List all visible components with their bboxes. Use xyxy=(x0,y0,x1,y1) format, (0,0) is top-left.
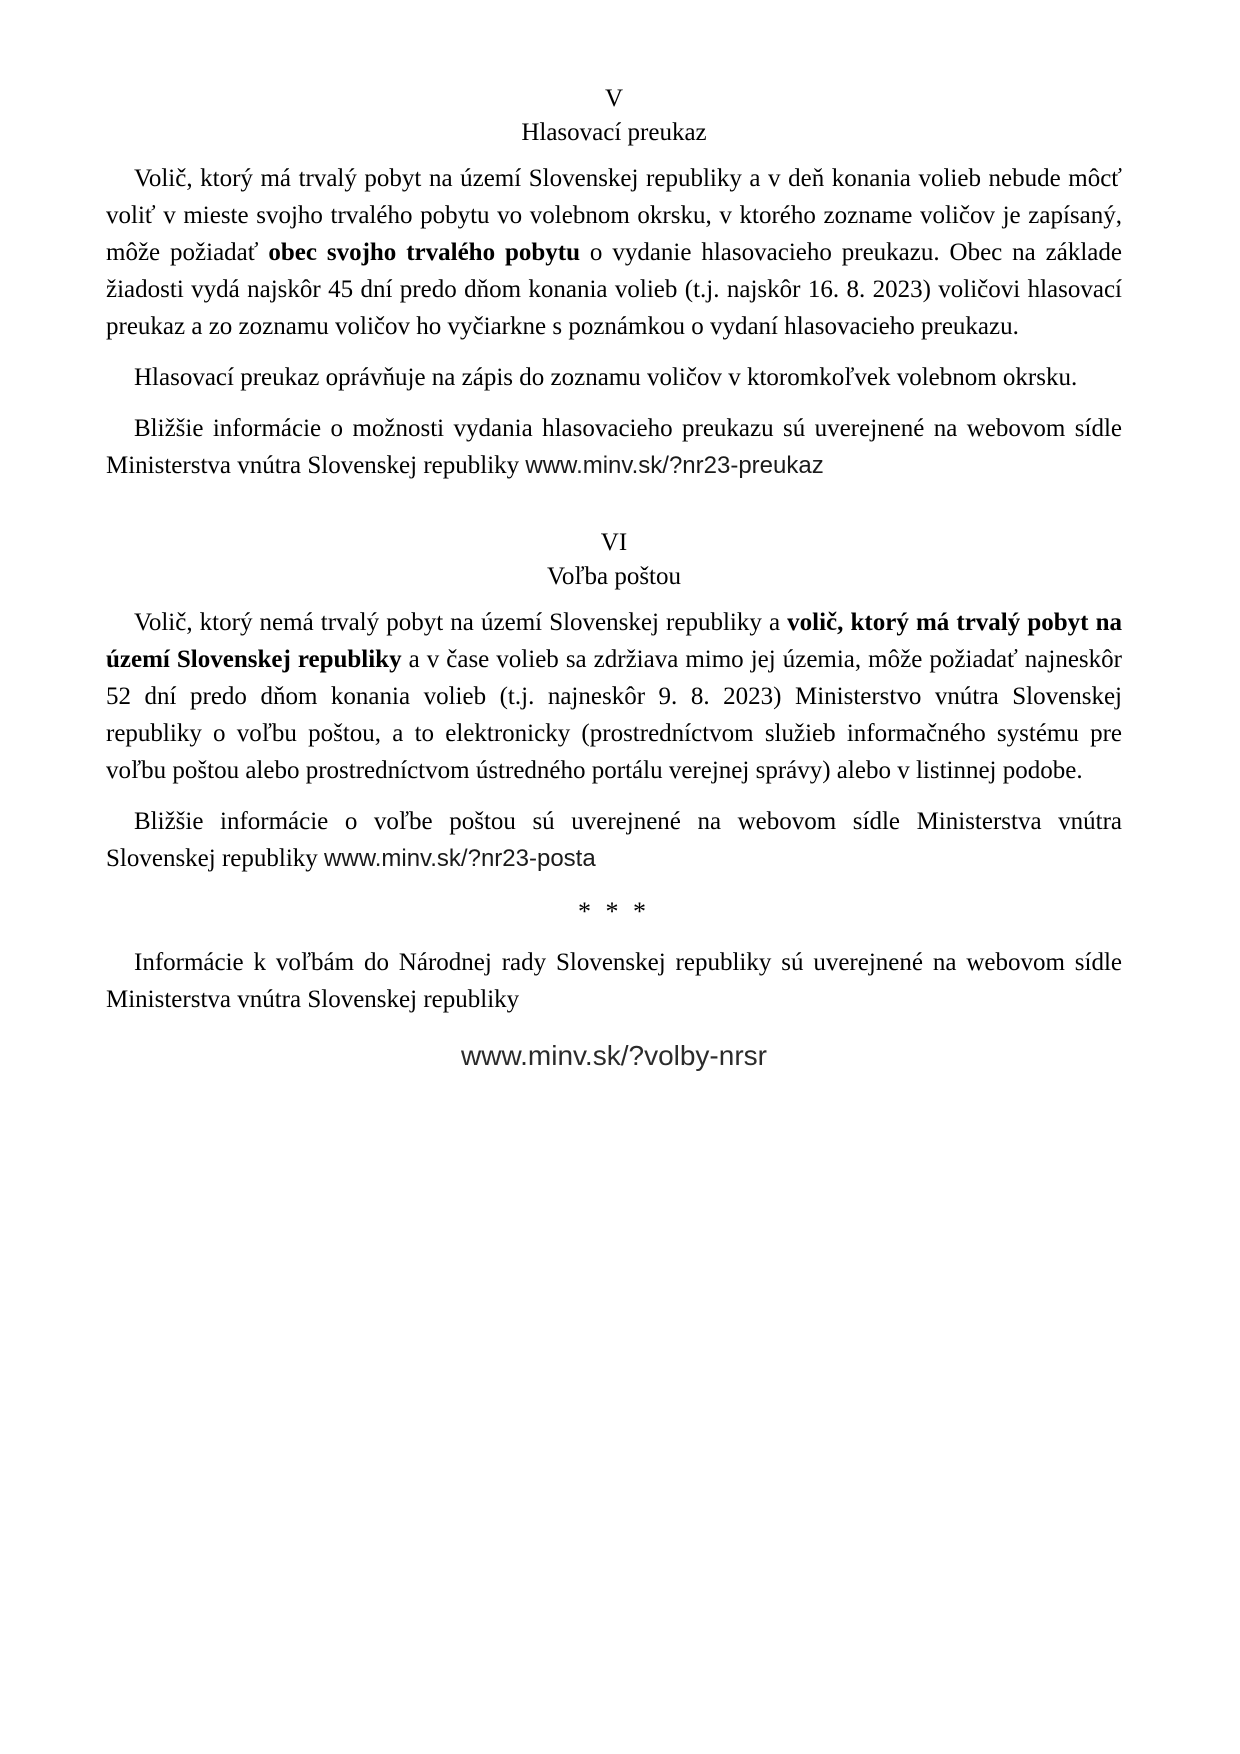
text-run: Volič, ktorý má trvalý pobyt na území Slovenskej republiky a v deň konania volieb nebude môcť voliť v mieste svojho trvalého pobytu vo volebnom okrsku, v ktorého zozname voličov je zapísaný, môže požiadať xyxy=(106,165,1122,266)
section-v xyxy=(106,82,1122,484)
closing-paragraph: Informácie k voľbám do Národnej rady Slovenskej republiky sú uverejnené na webovom sídle Ministerstva vnútra Slovenskej republiky xyxy=(106,949,1122,1013)
nr23-posta-link[interactable]: www.minv.sk/?nr23-posta xyxy=(324,845,596,872)
text-run: a v čase volieb sa zdržiava mimo jej územia, môže požiadať najneskôr 52 dní predo dňom konania volieb (t.j. najneskôr 9. 8. 2023) Ministerstvo vnútra Slovenskej republiky o voľbu poštou, a to elektronicky (prostredníctvom služieb informačného systému pre voľbu poštou alebo prostredníctvom ústredného portálu verejnej správy) alebo v listinnej podobe. xyxy=(106,646,1122,784)
section-v-paragraph-3 xyxy=(106,410,1122,484)
bold-phrase-obec-svojho-trvaleho-pobytu: obec svojho trvalého pobytu xyxy=(268,239,581,266)
section-vi-title: Voľba poštou xyxy=(546,563,681,590)
text-run: Bližšie informácie o voľbe poštou sú uverejnené na webovom sídle Ministerstva vnútra Slovenskej republiky xyxy=(106,808,1122,872)
section-v-title: Hlasovací preukaz xyxy=(521,119,707,146)
section-v-paragraph-2: Hlasovací preukaz oprávňuje na zápis do zoznamu voličov v ktoromkoľvek volebnom okrsku. xyxy=(134,364,1078,391)
section-vi xyxy=(106,526,1122,877)
section-v-paragraph-1 xyxy=(106,160,1122,345)
section-vi-number: VI xyxy=(600,529,628,556)
section-v-number: V xyxy=(604,85,624,112)
text-run: Volič, ktorý nemá trvalý pobyt na území Slovenskej republiky a xyxy=(134,609,788,636)
nr23-preukaz-link[interactable]: www.minv.sk/?nr23-preukaz xyxy=(525,452,824,479)
text-run: o vydanie hlasovacieho preukazu. Obec na základe žiadosti vydá najskôr 45 dní predo dňom konania volieb (t.j. najskôr 16. 8. 2023) voličovi hlasovací preukaz a zo zoznamu voličov ho vyčiarkne s poznámkou o vydaní hlasovacieho preukazu. xyxy=(106,239,1122,340)
section-vi-paragraph-1 xyxy=(106,604,1122,789)
bold-phrase-volic-ktory-ma-trvaly-pobyt: volič, ktorý má trvalý pobyt na území Slovenskej republiky xyxy=(106,609,1123,673)
section-vi-paragraph-2 xyxy=(106,803,1122,877)
text-run: Bližšie informácie o možnosti vydania hlasovacieho preukazu sú uverejnené na webovom sídle Ministerstva vnútra Slovenskej republiky xyxy=(106,415,1122,479)
separator-asterisks: * * * xyxy=(578,897,650,926)
volby-nrsr-link[interactable]: www.minv.sk/?volby-nrsr xyxy=(461,1040,767,1071)
